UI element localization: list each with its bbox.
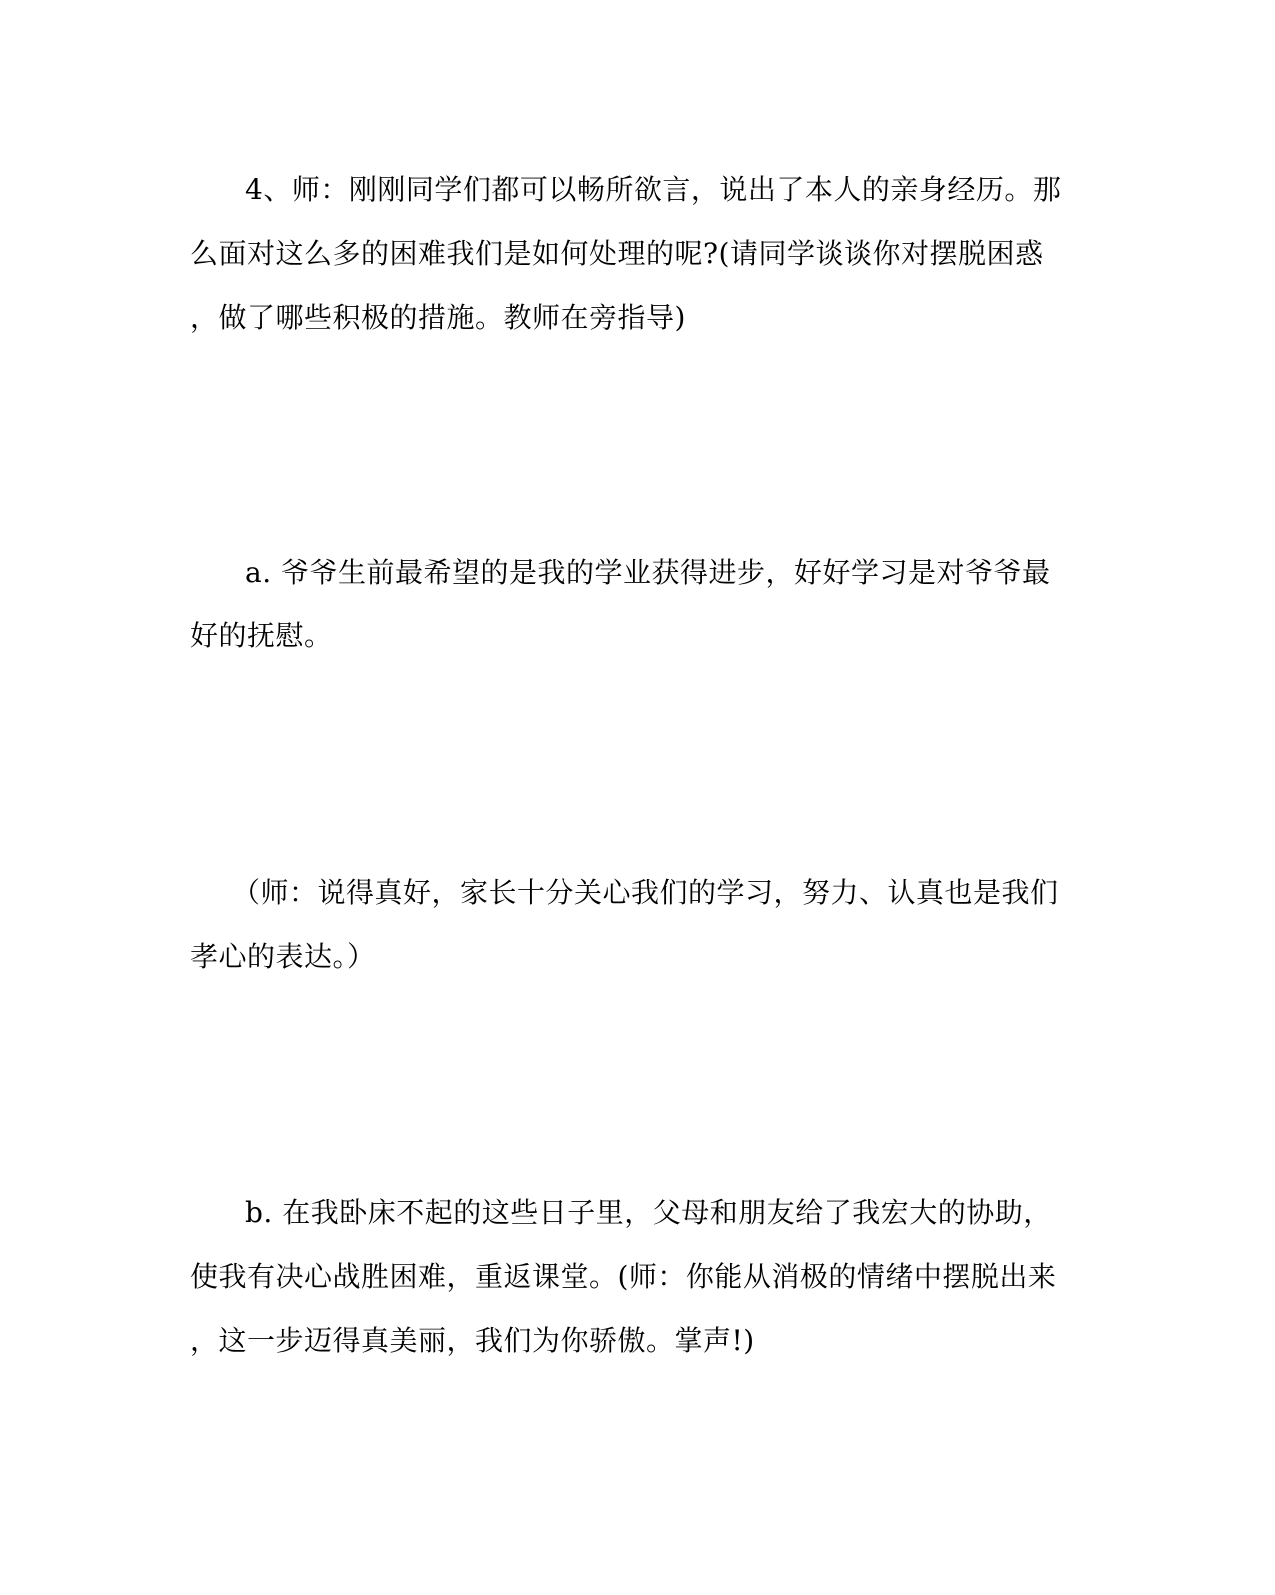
paragraph-line: 使我有决心战胜困难，重返课堂。(师：你能从消极的情绪中摆脱出来 — [190, 1260, 1057, 1293]
paragraph-line: ，做了哪些积极的措施。教师在旁指导) — [190, 301, 686, 334]
paragraph-line: a. 爷爷生前最希望的是我的学业获得进步，好好学习是对爷爷最 — [245, 556, 1051, 589]
paragraph-line: b. 在我卧床不起的这些日子里，父母和朋友给了我宏大的协助， — [245, 1196, 1052, 1229]
paragraph-line: （师：说得真好，家长十分关心我们的学习，努力、认真也是我们 — [232, 876, 1059, 909]
paragraph-line: 么面对这么多的困难我们是如何处理的呢?(请同学谈谈你对摆脱困惑 — [190, 237, 1044, 270]
paragraph-line: 好的抚慰。 — [190, 619, 333, 652]
paragraph-line: 4、师：刚刚同学们都可以畅所欲言，说出了本人的亲身经历。那 — [245, 173, 1062, 206]
paragraph-line: ，这一步迈得真美丽，我们为你骄傲。掌声!) — [190, 1324, 755, 1357]
paragraph-line: 孝心的表达。） — [190, 940, 376, 973]
